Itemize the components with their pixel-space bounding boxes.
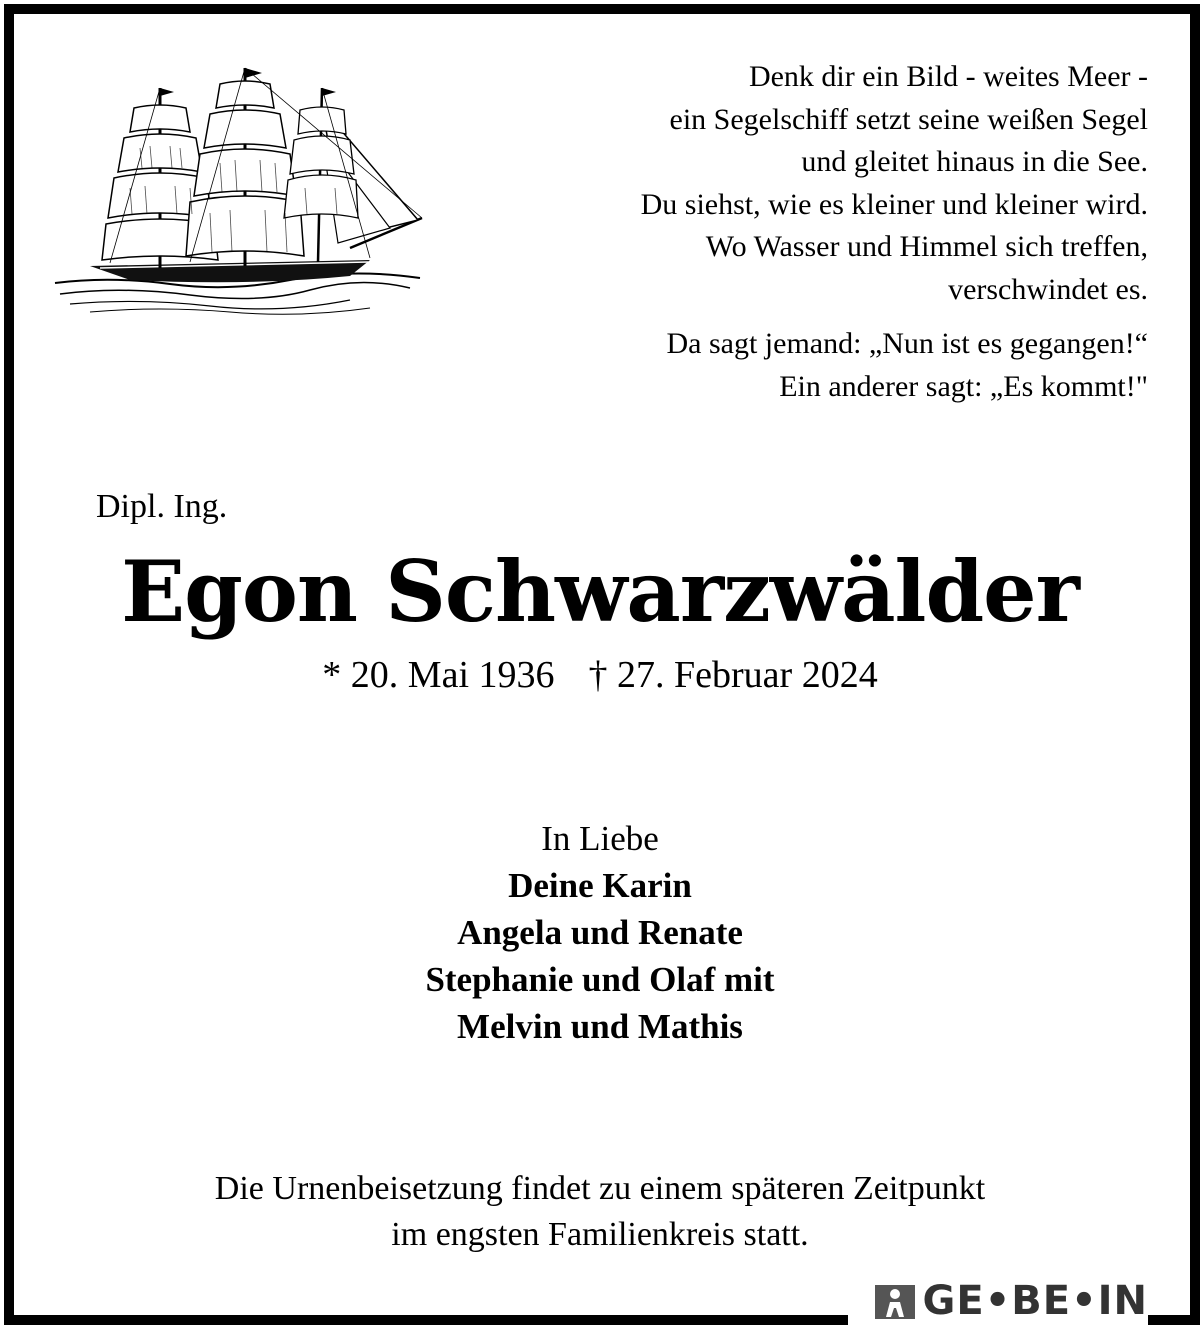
poem-line: und gleitet hinaus in die See. <box>801 145 1148 178</box>
person-icon <box>875 1281 915 1321</box>
mourners-intro: In Liebe <box>541 819 659 858</box>
mourner-name: Melvin und Mathis <box>457 1007 743 1046</box>
birth-date: * 20. Mai 1936 <box>322 654 555 696</box>
mourner-name: Stephanie und Olaf mit <box>425 960 775 999</box>
mourners-block <box>0 815 1200 1050</box>
academic-title: Dipl. Ing. <box>96 488 228 525</box>
burial-note-line: im engsten Familienkreis statt. <box>391 1216 809 1253</box>
poem-line: Ein anderer sagt: „Es kommt!" <box>779 369 1148 403</box>
poem-line: verschwindet es. <box>948 272 1148 306</box>
brand-text: GE•BE•IN <box>922 1278 1148 1324</box>
poem <box>508 56 1148 408</box>
sailing-ship-icon <box>50 48 430 318</box>
burial-note-line: Die Urnenbeisetzung findet zu einem späteren Zeitpunkt <box>214 1170 986 1207</box>
poem-stanza-2 <box>508 323 1148 408</box>
poem-line: Denk dir ein Bild - weites Meer - <box>748 60 1148 93</box>
poem-line: Da sagt jemand: „Nun ist es gegangen!“ <box>666 327 1148 360</box>
burial-note <box>0 1166 1200 1258</box>
mourner-name: Angela und Renate <box>457 913 743 952</box>
poem-line: Wo Wasser und Himmel sich treffen, <box>705 230 1148 263</box>
life-dates <box>0 650 1200 700</box>
death-date: † 27. Februar 2024 <box>588 654 878 696</box>
poem-line: Du siehst, wie es kleiner und kleiner wird. <box>640 187 1148 221</box>
deceased-name: Egon Schwarzwälder <box>121 542 1079 641</box>
poem-line: ein Segelschiff setzt seine weißen Segel <box>669 102 1148 136</box>
brand-logo <box>848 1277 1148 1325</box>
mourner-name: Deine Karin <box>508 866 692 905</box>
